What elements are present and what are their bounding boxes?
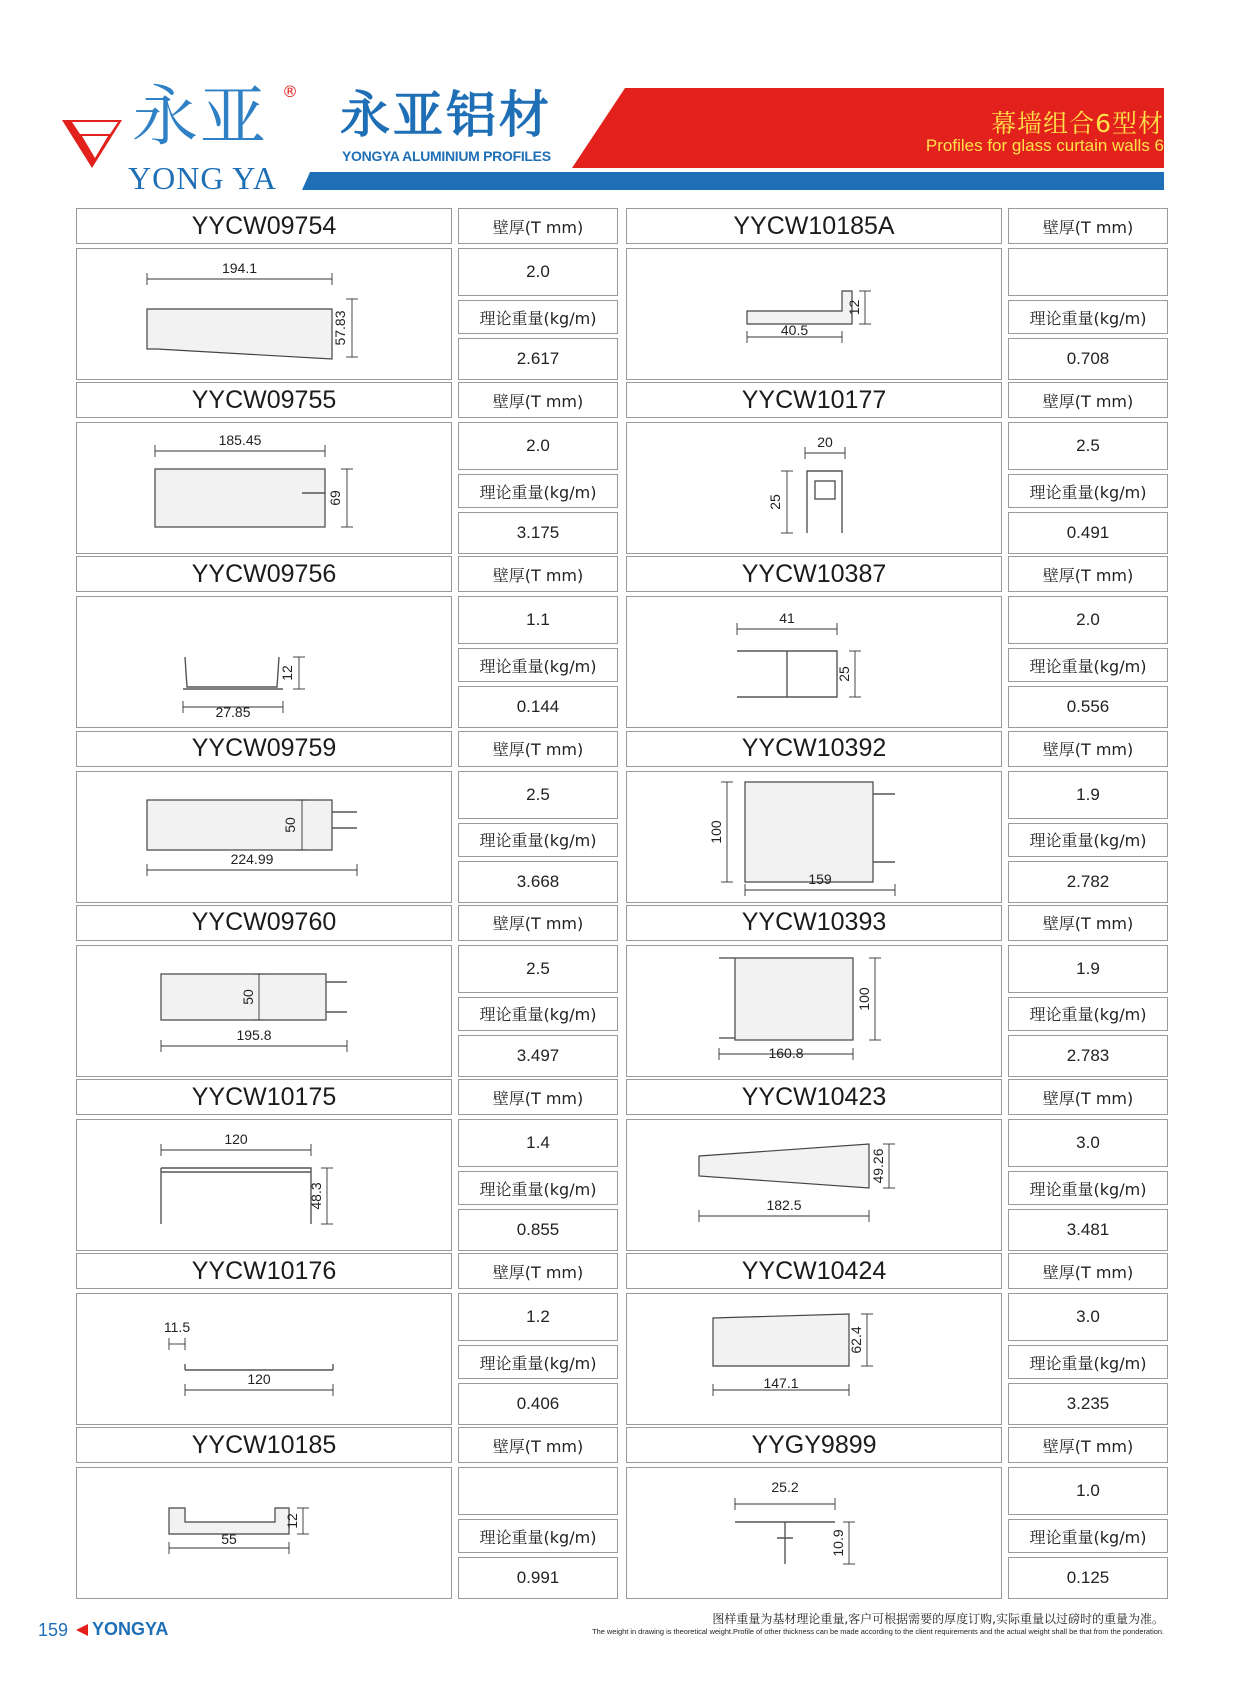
thickness-label: 壁厚(T mm) — [458, 1253, 618, 1289]
thickness-value: 1.2 — [458, 1293, 618, 1341]
logo-mark-icon — [62, 112, 128, 168]
thickness-value: 3.0 — [1008, 1119, 1168, 1167]
dimension-label: 55 — [221, 1531, 237, 1548]
thickness-label: 壁厚(T mm) — [458, 382, 618, 418]
profile-drawing — [626, 771, 1002, 903]
product-code: YYCW09754 — [76, 208, 452, 244]
thickness-value: 1.0 — [1008, 1467, 1168, 1515]
thickness-value: 2.0 — [458, 422, 618, 470]
profile-drawing — [626, 596, 1002, 728]
thickness-label: 壁厚(T mm) — [1008, 905, 1168, 941]
thickness-label: 壁厚(T mm) — [1008, 1253, 1168, 1289]
weight-note-en: The weight in drawing is theoretical weight.Profile of other thickness can be made according to the client requirements and the actual weight shall be that from the ponderation. — [592, 1627, 1164, 1636]
thickness-label: 壁厚(T mm) — [458, 1079, 618, 1115]
weight-value: 3.497 — [458, 1035, 618, 1077]
profile-drawing — [76, 422, 452, 554]
thickness-label: 壁厚(T mm) — [1008, 1079, 1168, 1115]
page-number: 159 — [38, 1620, 69, 1640]
thickness-label: 壁厚(T mm) — [1008, 731, 1168, 767]
thickness-label: 壁厚(T mm) — [1008, 382, 1168, 418]
weight-label: 理论重量(kg/m) — [458, 1519, 618, 1553]
product-code: YYCW10176 — [76, 1253, 452, 1289]
dimension-label: 195.8 — [236, 1026, 272, 1043]
product-code: YYCW10393 — [626, 905, 1002, 941]
dimension-label: 50 — [240, 989, 256, 1005]
brand-logo-en: YONG YA — [128, 160, 277, 196]
weight-value: 0.406 — [458, 1383, 618, 1425]
profile-drawing — [626, 248, 1002, 380]
product-code: YYCW10424 — [626, 1253, 1002, 1289]
weight-label: 理论重量(kg/m) — [458, 648, 618, 682]
weight-value: 2.783 — [1008, 1035, 1168, 1077]
registered-mark: ® — [282, 82, 298, 101]
weight-label: 理论重量(kg/m) — [458, 300, 618, 334]
dimension-label: 57.83 — [332, 310, 348, 346]
thickness-value: 1.4 — [458, 1119, 618, 1167]
company-name-en: YONGYA ALUMINIUM PROFILES — [342, 148, 551, 164]
thickness-label: 壁厚(T mm) — [458, 208, 618, 244]
weight-label: 理论重量(kg/m) — [1008, 1171, 1168, 1205]
weight-value: 3.175 — [458, 512, 618, 554]
dimension-label: 48.3 — [308, 1182, 324, 1210]
dimension-label: 69 — [327, 490, 343, 506]
profile-drawing — [626, 422, 1002, 554]
weight-label: 理论重量(kg/m) — [1008, 823, 1168, 857]
company-name-cn: 永亚铝材 — [340, 86, 552, 144]
profile-drawing — [76, 248, 452, 380]
profile-drawing — [76, 1119, 452, 1251]
product-code: YYCW09755 — [76, 382, 452, 418]
product-code: YYCW10423 — [626, 1079, 1002, 1115]
weight-label: 理论重量(kg/m) — [1008, 1519, 1168, 1553]
weight-value: 0.991 — [458, 1557, 618, 1599]
dimension-label: 11.5 — [163, 1319, 191, 1336]
dimension-label: 224.99 — [230, 850, 274, 867]
catalog-title-cn: 幕墙组合6型材 — [991, 109, 1164, 138]
dimension-label: 20 — [817, 434, 833, 451]
weight-label: 理论重量(kg/m) — [458, 997, 618, 1031]
page-header — [0, 0, 1242, 200]
weight-label: 理论重量(kg/m) — [458, 823, 618, 857]
thickness-value: 2.5 — [458, 771, 618, 819]
footer-brand: YONGYA — [92, 1619, 169, 1639]
product-code: YYCW10175 — [76, 1079, 452, 1115]
dimension-label: 160.8 — [768, 1044, 804, 1061]
dimension-label: 49.26 — [870, 1148, 886, 1184]
thickness-value — [458, 1467, 618, 1515]
thickness-value: 1.1 — [458, 596, 618, 644]
dimension-label: 62.4 — [848, 1326, 864, 1354]
weight-value: 2.617 — [458, 338, 618, 380]
dimension-label: 194.1 — [221, 260, 258, 276]
product-code: YYGY9899 — [626, 1427, 1002, 1463]
profile-drawing — [626, 1293, 1002, 1425]
dimension-label: 12 — [846, 299, 862, 316]
dimension-label: 185.45 — [218, 432, 262, 449]
profile-drawing — [76, 596, 452, 728]
thickness-value: 1.9 — [1008, 771, 1168, 819]
weight-value: 0.855 — [458, 1209, 618, 1251]
dimension-label: 12 — [284, 1513, 300, 1530]
catalog-title-en: Profiles for glass curtain walls 6 — [925, 136, 1164, 155]
dimension-label: 12 — [279, 665, 295, 682]
dimension-label: 41 — [779, 610, 795, 627]
product-code: YYCW10177 — [626, 382, 1002, 418]
thickness-label: 壁厚(T mm) — [458, 556, 618, 592]
weight-value: 2.782 — [1008, 861, 1168, 903]
dimension-label: 10.9 — [830, 1529, 846, 1558]
profile-drawing — [76, 1293, 452, 1425]
thickness-label: 壁厚(T mm) — [458, 1427, 618, 1463]
dimension-label: 120 — [224, 1131, 248, 1147]
dimension-label: 25 — [767, 494, 783, 510]
weight-value: 0.144 — [458, 686, 618, 728]
profile-drawing — [76, 771, 452, 903]
weight-value: 0.125 — [1008, 1557, 1168, 1599]
thickness-label: 壁厚(T mm) — [1008, 556, 1168, 592]
product-code: YYCW09760 — [76, 905, 452, 941]
dimension-label: 27.85 — [215, 704, 251, 721]
thickness-value: 2.5 — [1008, 422, 1168, 470]
profile-drawing — [626, 1119, 1002, 1251]
weight-value: 0.556 — [1008, 686, 1168, 728]
product-code: YYCW10185A — [626, 208, 1002, 244]
weight-label: 理论重量(kg/m) — [1008, 648, 1168, 682]
thickness-label: 壁厚(T mm) — [1008, 1427, 1168, 1463]
thickness-value — [1008, 248, 1168, 296]
thickness-label: 壁厚(T mm) — [1008, 208, 1168, 244]
dimension-label: 147.1 — [763, 1375, 799, 1392]
weight-label: 理论重量(kg/m) — [458, 1345, 618, 1379]
thickness-value: 2.0 — [458, 248, 618, 296]
dimension-label: 100 — [856, 987, 872, 1011]
page-arrow-icon — [76, 1624, 88, 1636]
product-code: YYCW10185 — [76, 1427, 452, 1463]
product-code: YYCW09759 — [76, 731, 452, 767]
weight-value: 0.708 — [1008, 338, 1168, 380]
thickness-value: 3.0 — [1008, 1293, 1168, 1341]
thickness-value: 2.0 — [1008, 596, 1168, 644]
dimension-label: 40.5 — [780, 322, 809, 338]
profile-drawing — [76, 1467, 452, 1599]
profile-drawing — [626, 945, 1002, 1077]
product-code: YYCW10387 — [626, 556, 1002, 592]
dimension-label: 182.5 — [766, 1197, 802, 1213]
thickness-value: 2.5 — [458, 945, 618, 993]
profile-drawing — [626, 1467, 1002, 1599]
dimension-label: 25 — [836, 666, 852, 683]
dimension-label: 159 — [808, 870, 832, 887]
thickness-label: 壁厚(T mm) — [458, 905, 618, 941]
weight-value: 3.668 — [458, 861, 618, 903]
product-code: YYCW10392 — [626, 731, 1002, 767]
dimension-label: 100 — [708, 819, 724, 844]
dimension-label: 50 — [282, 816, 298, 833]
weight-label: 理论重量(kg/m) — [458, 474, 618, 508]
weight-label: 理论重量(kg/m) — [1008, 997, 1168, 1031]
weight-label: 理论重量(kg/m) — [1008, 1345, 1168, 1379]
weight-value: 0.491 — [1008, 512, 1168, 554]
dimension-label: 25.2 — [771, 1479, 799, 1496]
weight-value: 3.235 — [1008, 1383, 1168, 1425]
thickness-label: 壁厚(T mm) — [458, 731, 618, 767]
thickness-value: 1.9 — [1008, 945, 1168, 993]
weight-label: 理论重量(kg/m) — [1008, 300, 1168, 334]
weight-note-cn: 图样重量为基材理论重量,客户可根据需要的厚度订购,实际重量以过磅时的重量为准。 — [712, 1612, 1164, 1626]
profile-drawing — [76, 945, 452, 1077]
brand-logo-cn: 永亚 — [132, 78, 268, 155]
weight-label: 理论重量(kg/m) — [1008, 474, 1168, 508]
weight-value: 3.481 — [1008, 1209, 1168, 1251]
weight-label: 理论重量(kg/m) — [458, 1171, 618, 1205]
dimension-label: 120 — [247, 1371, 271, 1388]
product-code: YYCW09756 — [76, 556, 452, 592]
